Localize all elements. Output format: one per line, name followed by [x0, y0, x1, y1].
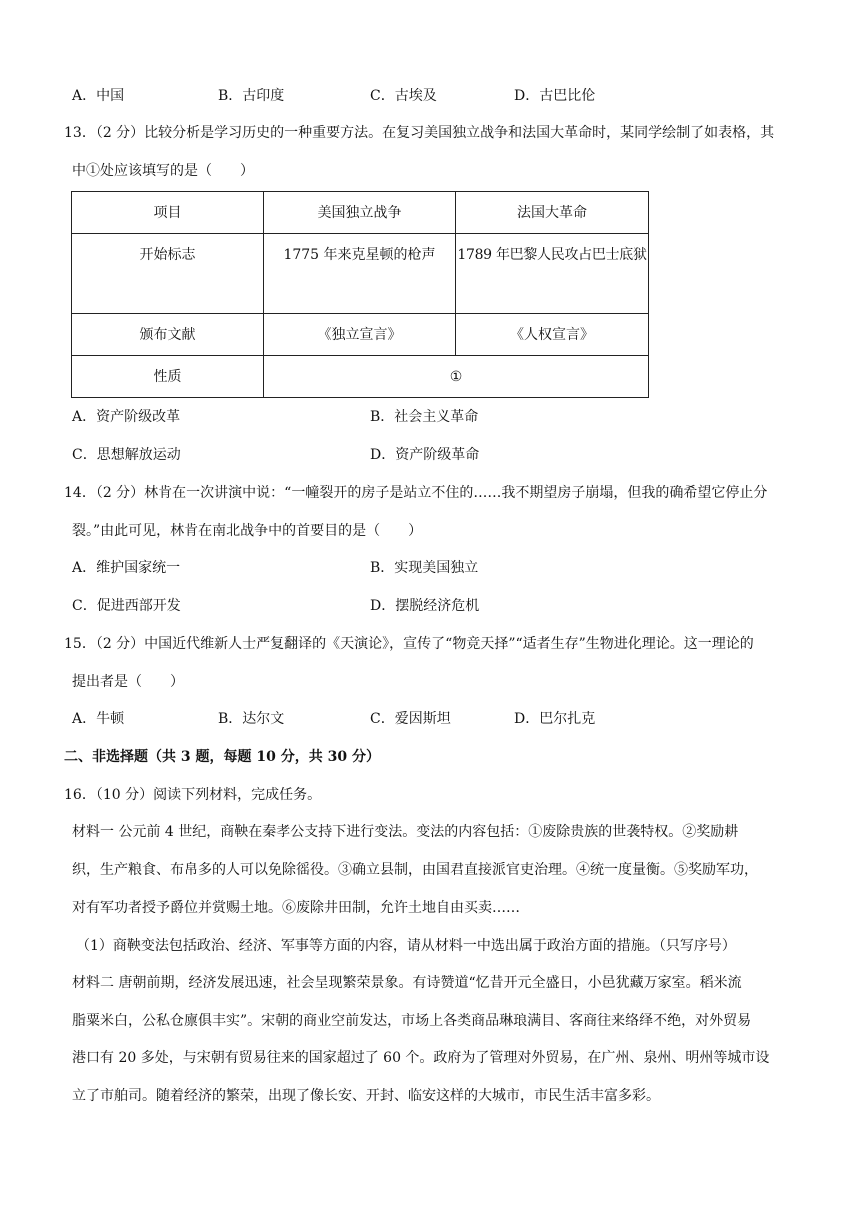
- table-cell: 开始标志: [72, 234, 264, 314]
- q14-option-a: A．维护国家统一: [72, 560, 181, 576]
- material2-line: 立了市舶司。随着经济的繁荣，出现了像长安、开封、临安这样的大城市，市民生活丰富多彩。: [72, 1088, 660, 1104]
- material1-line: 材料一 公元前 4 世纪，商鞅在秦孝公支持下进行变法。变法的内容包括：①废除贵族的世袭特权。②奖励耕: [72, 824, 739, 840]
- q13-option-a: A．资产阶级改革: [72, 409, 181, 425]
- q12-option-a: A．中国: [72, 88, 125, 104]
- table-blank-cell: ①: [264, 356, 649, 398]
- q12-option-d: D．古巴比伦: [514, 88, 596, 104]
- q14-option-b: B．实现美国独立: [370, 560, 479, 576]
- q12-option-c: C．古埃及: [370, 88, 437, 104]
- table-header: 法国大革命: [456, 192, 649, 234]
- q12-option-b: B．古印度: [218, 88, 285, 104]
- q13-option-b: B．社会主义革命: [370, 409, 479, 425]
- q14-stem-line1: 14．（2 分）林肯在一次讲演中说：“一幢裂开的房子是站立不住的……我不期望房子崩塌，但我的确希望它停止分: [64, 485, 768, 501]
- table-cell: 性质: [72, 356, 264, 398]
- q14-option-c: C．促进西部开发: [72, 598, 181, 614]
- material1-line: 织，生产粮食、布帛多的人可以免除徭役。③确立县制，由国君直接派官吏治理。④统一度量衡。⑤奖励军功，: [72, 862, 758, 878]
- material1-line: 对有军功者授予爵位并赏赐土地。⑥废除井田制，允许土地自由买卖……: [72, 900, 520, 916]
- table-header: 项目: [72, 192, 264, 234]
- q15-option-b: B．达尔文: [218, 711, 285, 727]
- q15-stem-line2: 提出者是（ ）: [72, 674, 184, 690]
- q13-option-d: D．资产阶级革命: [370, 447, 480, 463]
- q15-stem-line1: 15．（2 分）中国近代维新人士严复翻译的《天演论》，宣传了“物竞天择”“适者生存”生物进化理论。这一理论的: [64, 636, 754, 652]
- table-header: 美国独立战争: [264, 192, 456, 234]
- table-cell: 1789 年巴黎人民攻占巴士底狱: [456, 234, 649, 314]
- section-title: 二、非选择题（共 3 题，每题 10 分，共 30 分）: [64, 749, 380, 765]
- table-cell: 颁布文献: [72, 314, 264, 356]
- q14-stem-line2: 裂。”由此可见，林肯在南北战争中的首要目的是（ ）: [72, 523, 423, 539]
- q15-option-a: A．牛顿: [72, 711, 125, 727]
- q16-stem: 16．（10 分）阅读下列材料，完成任务。: [64, 787, 322, 803]
- q15-option-c: C．爱因斯坦: [370, 711, 451, 727]
- table-cell: 《人权宣言》: [456, 314, 649, 356]
- q16-task1: （1）商鞅变法包括政治、经济、军事等方面的内容，请从材料一中选出属于政治方面的措施。（只写序号）: [76, 938, 736, 954]
- material2-line: 材料二 唐朝前期，经济发展迅速，社会呈现繁荣景象。有诗赞道“忆昔开元全盛日，小邑犹藏万家室。稻米流: [72, 975, 742, 991]
- q13-stem-line1: 13．（2 分）比较分析是学习历史的一种重要方法。在复习美国独立战争和法国大革命时，某同学绘制了如表格，其: [64, 125, 775, 141]
- table-cell: 《独立宣言》: [264, 314, 456, 356]
- q13-stem-line2: 中①处应该填写的是（ ）: [72, 163, 254, 179]
- table-cell: 1775 年来克星顿的枪声: [264, 234, 456, 314]
- q13-option-c: C．思想解放运动: [72, 447, 181, 463]
- q14-option-d: D．摆脱经济危机: [370, 598, 480, 614]
- comparison-table: [71, 191, 649, 398]
- material2-line: 脂粟米白，公私仓廪俱丰实”。宋朝的商业空前发达，市场上各类商品琳琅满目、客商往来络绎不绝，对外贸易: [72, 1013, 752, 1029]
- q15-option-d: D．巴尔扎克: [514, 711, 596, 727]
- material2-line: 港口有 20 多处，与宋朝有贸易往来的国家超过了 60 个。政府为了管理对外贸易，在广州、泉州、明州等城市设: [72, 1050, 770, 1066]
